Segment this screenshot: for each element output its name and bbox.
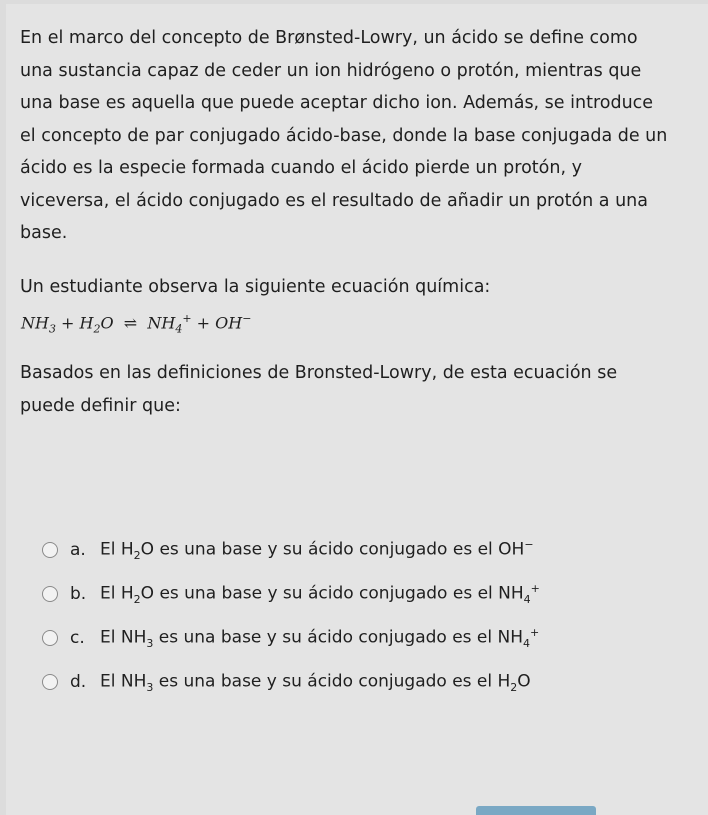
- intro-paragraph: En el marco del concepto de Brønsted-Lowry, un ácido se define como una sustancia capaz de ceder un ion hidrógeno o protón, mientras que una base es aquella que puede aceptar dicho ion. Además, se introduce el concepto de par conjugado ácido-base, donde la base conjugada de un ácido es la especie formada cuando el ácido pierde un protón, y viceversa, el ácido conjugado es el resultado de añadir un protón a una base.: [20, 28, 668, 243]
- radio-icon[interactable]: [42, 630, 58, 646]
- option-a-label: El $H_2O$ es una base y su ácido conjugado es el OH−: [100, 537, 534, 563]
- option-c-label: El $NH_3$ es una base y su ácido conjugado es el $NH_4^+$: [100, 625, 540, 651]
- option-a[interactable]: a. El $H_2O$ es una base y su ácido conjugado es el OH−: [42, 534, 534, 566]
- option-d[interactable]: d. El $NH_3$ es una base y su ácido conjugado es el $H_2O$: [42, 666, 531, 698]
- radio-icon[interactable]: [42, 542, 58, 558]
- radio-icon[interactable]: [42, 674, 58, 690]
- option-d-label: El $NH_3$ es una base y su ácido conjugado es el $H_2O$: [100, 671, 531, 695]
- prompt-text: Un estudiante observa la siguiente ecuación química:: [20, 277, 491, 297]
- option-b-label: El $H_2O$ es una base y su ácido conjugado es el $NH_4^+$: [100, 581, 540, 607]
- radio-icon[interactable]: [42, 586, 58, 602]
- chemical-equation: $NH_3 + H_2O$ ⇌ $NH_4^+ + OH^-$: [21, 312, 252, 336]
- option-b[interactable]: b. El $H_2O$ es una base y su ácido conjugado es el $NH_4^+$: [42, 578, 540, 610]
- option-c[interactable]: c. El $NH_3$ es una base y su ácido conjugado es el $NH_4^+$: [42, 622, 539, 654]
- question-text: Basados en las definiciones de Bronsted-Lowry, de esta ecuación se puede definir que:: [20, 363, 618, 416]
- bottom-button-edge[interactable]: [476, 806, 596, 815]
